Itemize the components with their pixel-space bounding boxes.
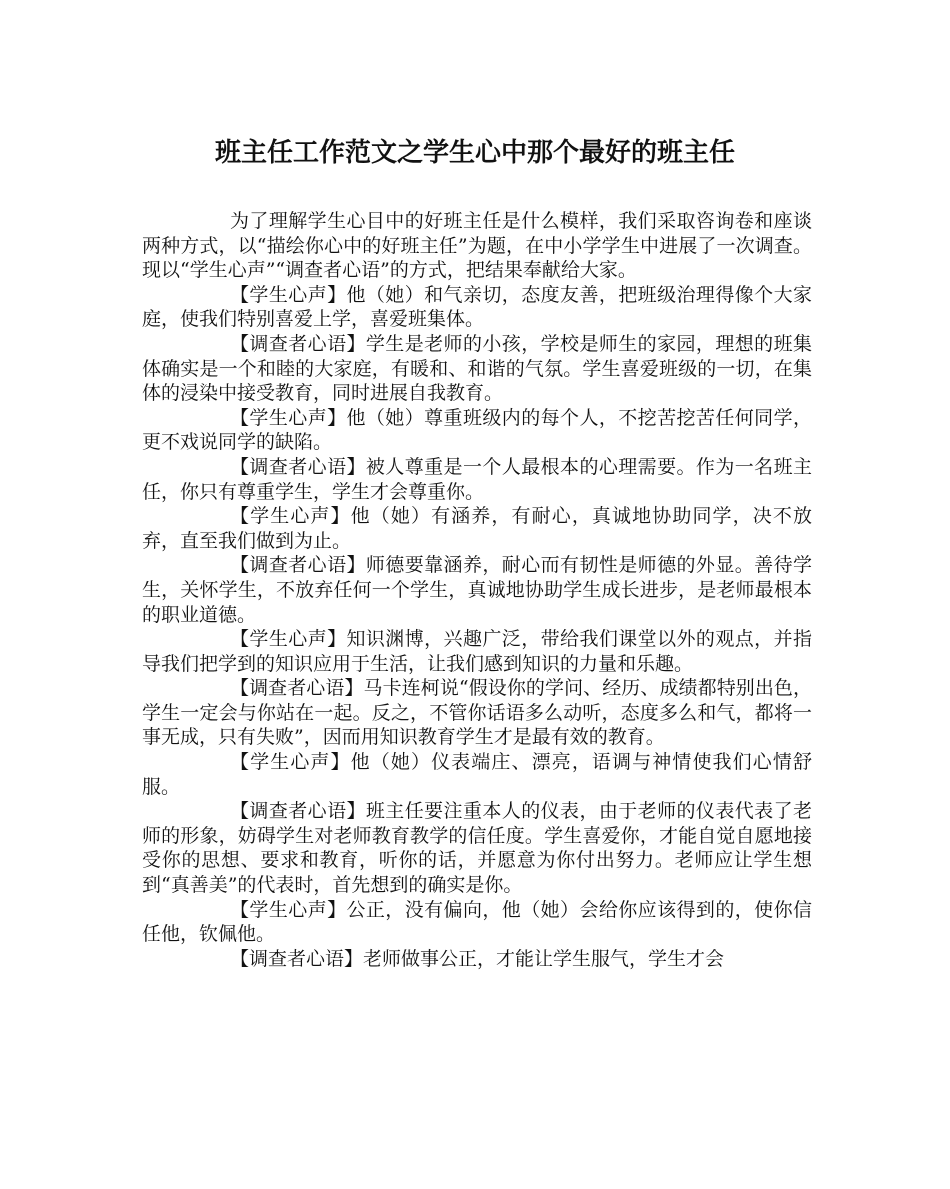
paragraph-student-voice: 【学生心声】知识渊博，兴趣广泛，带给我们课堂以外的观点，并指导我们把学到的知识应用于生活，让我们感到知识的力量和乐趣。	[142, 628, 812, 675]
document-body	[142, 209, 812, 971]
paragraph-student-voice: 【学生心声】他（她）尊重班级内的每个人，不挖苦挖苦任何同学，更不戏说同学的缺陷。	[142, 406, 812, 454]
paragraph-investigator-note: 【调查者心语】学生是老师的小孩，学校是师生的家园，理想的班集体确实是一个和睦的大家庭，有暖和、和谐的气氛。学生喜爱班级的一切，在集体的浸染中接受教育，同时进展自我教育。	[142, 332, 812, 405]
paragraph-student-voice: 【学生心声】他（她）有涵养，有耐心，真诚地协助同学，决不放弃，直至我们做到为止。	[142, 505, 812, 552]
paragraph-student-voice: 【学生心声】他（她）和气亲切，态度友善，把班级治理得像个大家庭，使我们特别喜爱上学，喜爱班集体。	[142, 283, 812, 331]
paragraph-intro: 为了理解学生心目中的好班主任是什么模样，我们采取咨询卷和座谈两种方式，以“描绘你心中的好班主任”为题，在中小学学生中进展了一次调查。现以“学生心声”“调查者心语”的方式，把结果奉献给大家。	[142, 210, 812, 282]
document-title: 班主任工作范文之学生心中那个最好的班主任	[214, 138, 735, 168]
paragraph-investigator-note: 【调查者心语】班主任要注重本人的仪表，由于老师的仪表代表了老师的形象，妨碍学生对老师教育教学的信任度。学生喜爱你，才能自觉自愿地接受你的思想、要求和教育，听你的话，并愿意为你付出努力。老师应让学生想到“真善美”的代表时，首先想到的确实是你。	[142, 800, 812, 897]
paragraph-investigator-note: 【调查者心语】老师做事公正，才能让学生服气，学生才会	[230, 947, 725, 970]
paragraph-investigator-note: 【调查者心语】师德要靠涵养，耐心而有韧性是师德的外显。善待学生，关怀学生，不放弃任何一个学生，真诚地协助学生成长进步，是老师最根本的职业道德。	[142, 554, 812, 626]
paragraph-investigator-note: 【调查者心语】被人尊重是一个人最根本的心理需要。作为一名班主任，你只有尊重学生，学生才会尊重你。	[142, 455, 812, 503]
paragraph-student-voice: 【学生心声】公正，没有偏向，他（她）会给你应该得到的，使你信任他，钦佩他。	[142, 898, 812, 946]
paragraph-student-voice: 【学生心声】他（她）仪表端庄、漂亮，语调与神情使我们心情舒服。	[142, 751, 812, 798]
paragraph-investigator-note: 【调查者心语】马卡连柯说“假设你的学问、经历、成绩都特别出色，学生一定会与你站在一起。反之，不管你话语多么动听，态度多么和气，都将一事无成，只有失败”，因而用知识教育学生才是最有效的教育。	[142, 677, 812, 749]
